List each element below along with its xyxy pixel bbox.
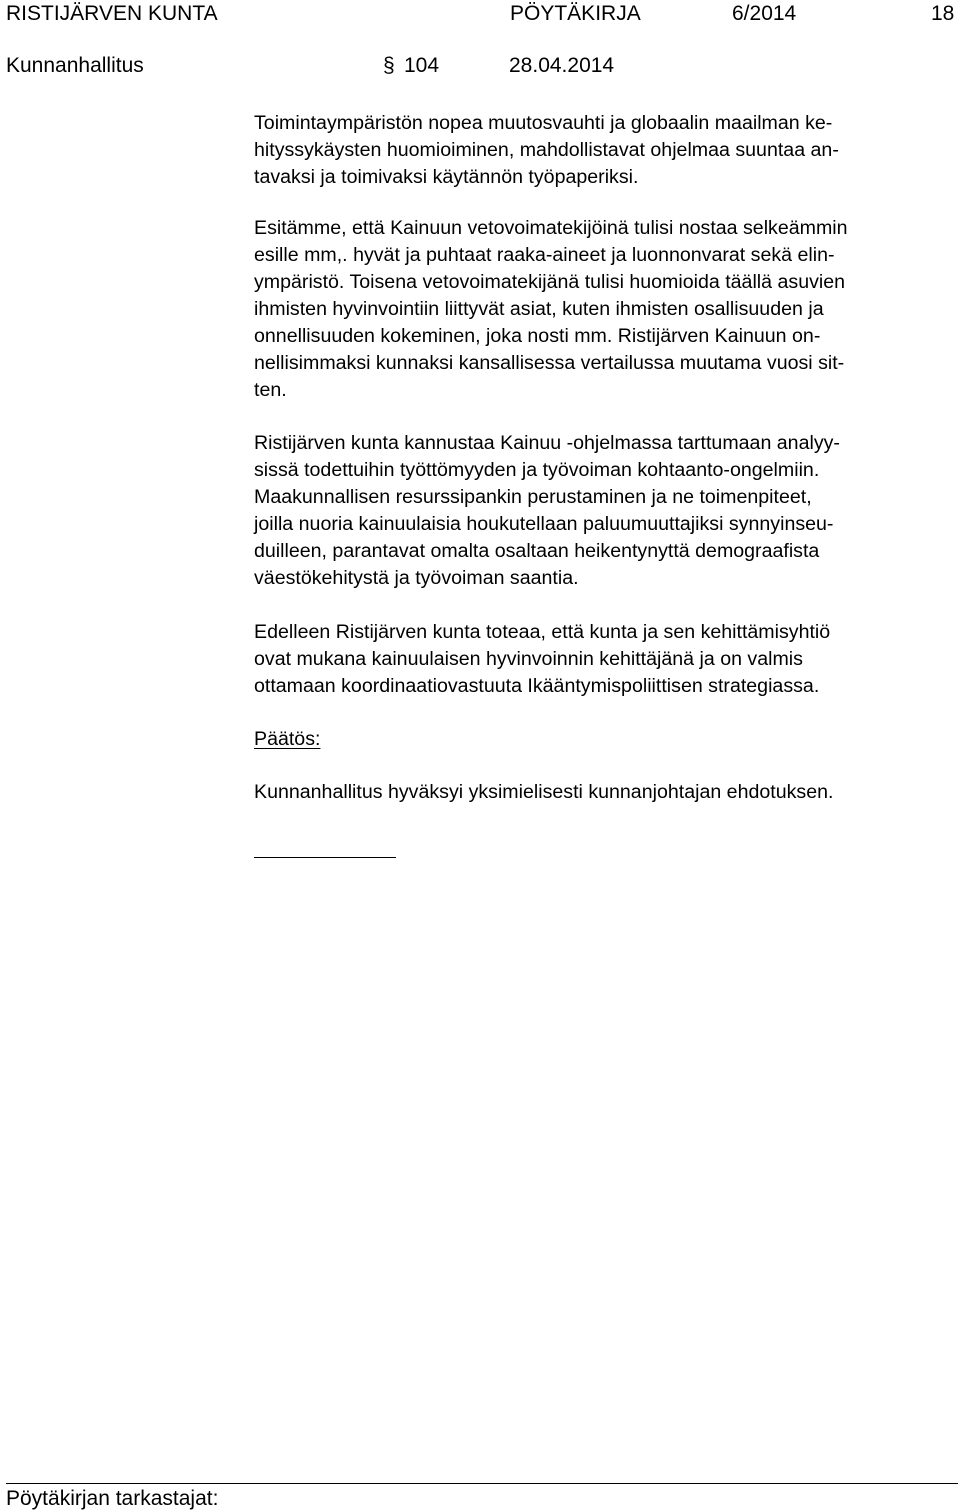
text-line: Edelleen Ristijärven kunta toteaa, että kunta ja sen kehittämisyhtiö bbox=[254, 621, 831, 643]
text-line: nellisimmaksi kunnaksi kansallisessa vertailussa muutama vuosi sit- bbox=[254, 352, 845, 374]
text-line: esille mm,. hyvät ja puhtaat raaka-aineet ja luonnonvarat sekä elin- bbox=[254, 244, 835, 266]
section-number: 104 bbox=[404, 54, 440, 77]
municipality-name: RISTIJÄRVEN KUNTA bbox=[6, 2, 218, 25]
text-line: ten. bbox=[254, 379, 287, 401]
footer-rule bbox=[6, 1483, 958, 1484]
section-symbol: § bbox=[383, 54, 395, 77]
text-line: väestökehitystä ja työvoiman saantia. bbox=[254, 567, 579, 589]
text-line: sissä todettuihin työttömyyden ja työvoiman kohtaanto-ongelmiin. bbox=[254, 459, 820, 481]
paragraph-1 bbox=[254, 110, 960, 191]
body-name: Kunnanhallitus bbox=[6, 54, 144, 77]
text-line: ovat mukana kainuulaisen hyvinvoinnin kehittäjänä ja on valmis bbox=[254, 648, 803, 670]
text-line: Ristijärven kunta kannustaa Kainuu -ohjelmassa tarttumaan analyy- bbox=[254, 432, 840, 454]
text-line: ottamaan koordinaatiovastuuta Ikääntymispoliittisen strategiassa. bbox=[254, 675, 820, 697]
text-line: duilleen, parantavat omalta osaltaan heikentynyttä demograafista bbox=[254, 540, 820, 562]
footer-label: Pöytäkirjan tarkastajat: bbox=[6, 1487, 219, 1510]
decision-block bbox=[254, 779, 960, 806]
paragraph-2 bbox=[254, 215, 960, 404]
paragraph-4 bbox=[254, 619, 960, 700]
text-line: joilla nuoria kainuulaisia houkutellaan paluumuuttajiksi synnyinseu- bbox=[254, 513, 834, 535]
document-type: PÖYTÄKIRJA bbox=[510, 2, 641, 25]
text-line: ihmisten hyvinvointiin liittyvät asiat, kuten ihmisten osallisuuden ja bbox=[254, 298, 824, 320]
text-line: hityssykäysten huomioiminen, mahdollistavat ohjelmaa suuntaa an- bbox=[254, 139, 839, 161]
end-rule bbox=[254, 857, 396, 858]
decision-heading-block bbox=[254, 726, 960, 753]
page-number: 18 bbox=[931, 2, 955, 25]
text-line: Toimintaympäristön nopea muutosvauhti ja globaalin maailman ke- bbox=[254, 112, 833, 134]
text-line: onnellisuuden kokeminen, joka nosti mm. Ristijärven Kainuun on- bbox=[254, 325, 821, 347]
text-line: Maakunnallisen resurssipankin perustaminen ja ne toimenpiteet, bbox=[254, 486, 812, 508]
text-line: ympäristö. Toisena vetovoimatekijänä tulisi huomioida täällä asuvien bbox=[254, 271, 846, 293]
decision-heading: Päätös: bbox=[254, 728, 321, 750]
paragraph-3 bbox=[254, 430, 960, 592]
document-number: 6/2014 bbox=[732, 2, 797, 25]
text-line: tavaksi ja toimivaksi käytännön työpaperiksi. bbox=[254, 166, 639, 188]
meeting-date: 28.04.2014 bbox=[509, 54, 615, 77]
text-line: Esitämme, että Kainuun vetovoimatekijöinä tulisi nostaa selkeämmin bbox=[254, 217, 848, 239]
decision-text: Kunnanhallitus hyväksyi yksimielisesti kunnanjohtajan ehdotuksen. bbox=[254, 781, 834, 803]
